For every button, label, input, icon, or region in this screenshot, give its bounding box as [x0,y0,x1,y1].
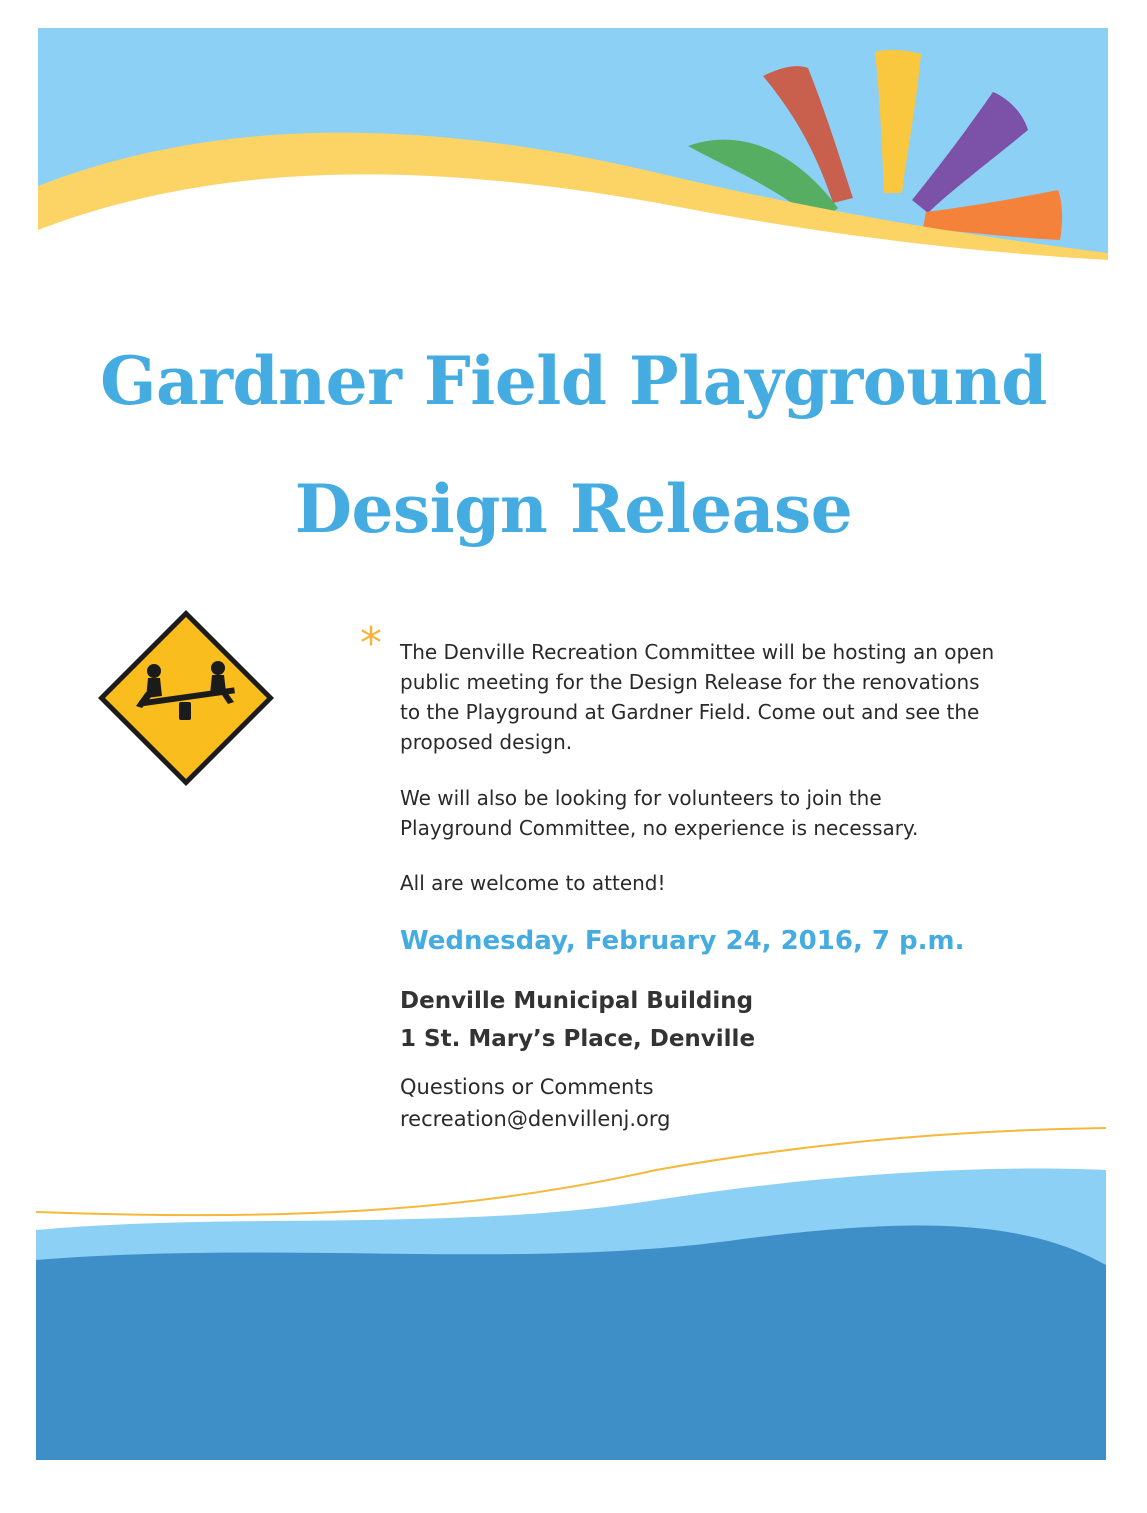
bottom-banner [36,1120,1106,1460]
bullet-asterisk-icon: * [360,618,382,669]
page-title-line2: Design Release [294,470,853,548]
venue-name: Denville Municipal Building [400,988,754,1014]
intro-paragraph: The Denville Recreation Committee will be hosting an open public meeting for the Design Release for the renovations to the Playground at Gardner Field. Come out and see the proposed design. [400,640,995,754]
top-banner [38,28,1108,286]
volunteer-paragraph: We will also be looking for volunteers to join the Playground Committee, no experience is necessary. [400,786,919,840]
deep-blue-wave [36,1225,1106,1460]
welcome-paragraph: All are welcome to attend! [400,871,666,895]
page-title-line1: Gardner Field Playground [100,342,1047,420]
contact-label: Questions or Comments [400,1075,654,1099]
seesaw-warning-sign-icon [96,608,276,788]
venue-address: 1 St. Mary’s Place, Denville [400,1026,756,1052]
contact-email[interactable]: recreation@denvillenj.org [400,1107,671,1131]
event-date-time: Wednesday, February 24, 2016, 7 p.m. [400,926,965,956]
